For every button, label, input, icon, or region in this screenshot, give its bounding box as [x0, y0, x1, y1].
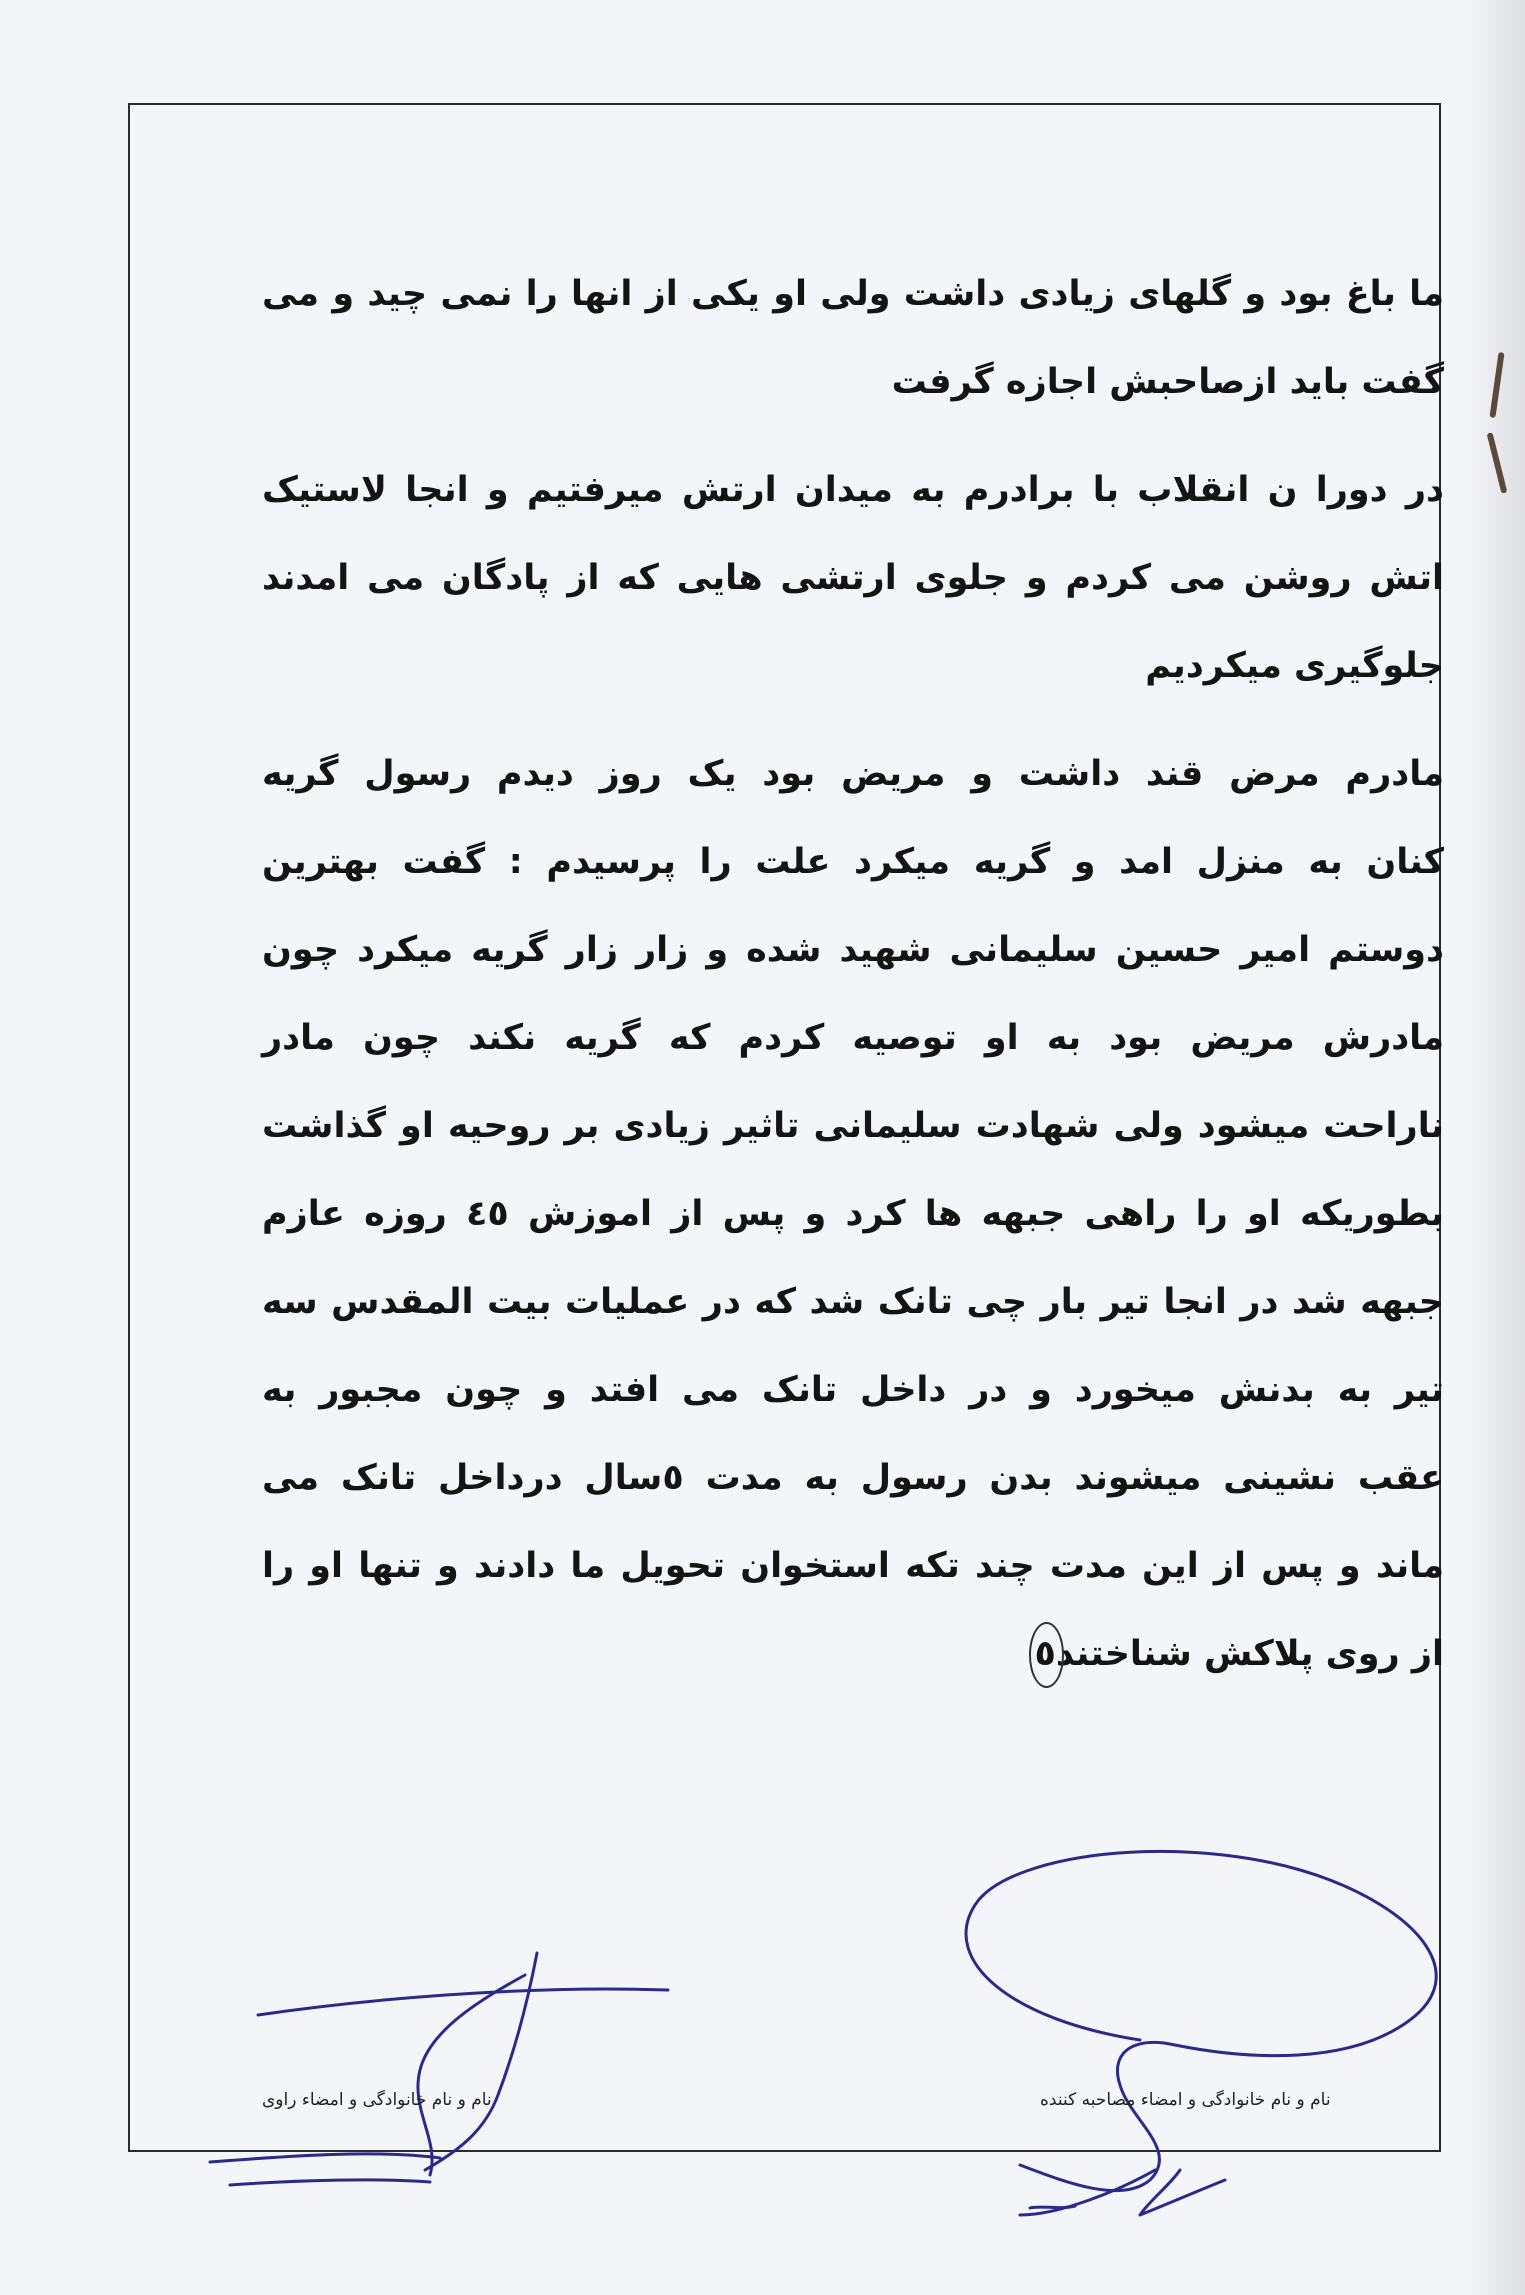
text-line: جلوگیری میکردیم	[1145, 646, 1444, 686]
final-line-text: از روی پلاکش شناختند	[1055, 1634, 1444, 1674]
text-line: گفت باید ازصاحبش اجازه گرفت	[891, 362, 1444, 402]
text-line: ما باغ بود و گلهای زیادی داشت ولی او یکی از انها را نمی چید و می	[262, 274, 1444, 314]
text-line: عقب نشینی میشوند بدن رسول به مدت ٥سال درداخل تانک می	[262, 1458, 1444, 1498]
text-line: تیر به بدنش میخورد و در داخل تانک می افتد و چون مجبور به	[262, 1370, 1444, 1410]
text-line: مادرم مرض قند داشت و مریض بود یک روز دیدم رسول گریه	[262, 754, 1444, 794]
text-line: ماند و پس از این مدت چند تکه استخوان تحویل ما دادند و تنها او را	[262, 1546, 1444, 1586]
narrator-signature-mark	[230, 2180, 430, 2185]
narrator-signature-mark	[210, 2154, 440, 2162]
text-line: اتش روشن می کردم و جلوی ارتشی هایی که از پادگان می امدند	[262, 558, 1444, 598]
text-line: جبهه شد در انجا تیر بار چی تانک شد که در عملیات بیت المقدس سه	[262, 1282, 1444, 1322]
interviewer-signature-mark	[966, 1851, 1436, 2190]
narrator-signature-label: نام و نام خانوادگی و امضاء راوی	[262, 2090, 492, 2110]
interviewer-signature-label: نام و نام خانوادگی و امضاء مصاحبه کننده	[1040, 2090, 1331, 2110]
text-line: دوستم امیر حسین سلیمانی شهید شده و زار زار گریه میکرد چون	[262, 930, 1444, 970]
text-line: کنان به منزل امد و گریه میکرد علت را پرسیدم : گفت بهترین	[262, 842, 1444, 882]
narrator-signature-mark	[258, 1989, 668, 2015]
text-line: در دورا ن انقلاب با برادرم به میدان ارتش میرفتیم و انجا لاستیک	[262, 470, 1444, 510]
text-line: مادرش مریض بود به او توصیه کردم که گریه نکند چون مادر	[262, 1018, 1444, 1058]
narrator-signature-mark	[425, 1953, 537, 2170]
circled-page-number: ٥	[1035, 1610, 1056, 1698]
narrator-signature-mark	[418, 1975, 525, 2175]
text-line: ناراحت میشود ولی شهادت سلیمانی تاثیر زیادی بر روحیه او گذاشت	[262, 1106, 1444, 1146]
text-line: بطوریکه او را راهی جبهه ها کرد و پس از اموزش ٤٥ روزه عازم	[262, 1194, 1444, 1234]
interviewer-signature-mark	[1030, 2206, 1075, 2208]
